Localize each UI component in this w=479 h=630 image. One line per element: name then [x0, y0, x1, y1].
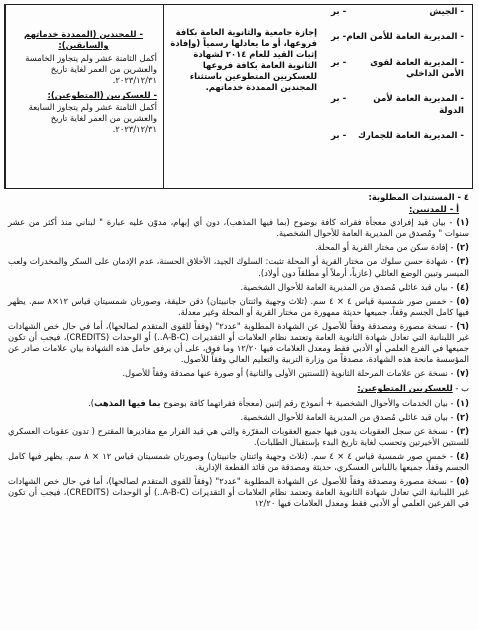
item-text: - نسخة مصورة ومصدقة وفقاً للأصول عن الشهادة المطلوبة "عدد٢" (وفقاً للقوى المتقدم لصالحها)، أما في حال خص الشهادات غير اللبنانية التي تعادل شهادة الثانوية العامة وتعتمد نظام العلامات أو التقديرات (A-B-C..) أو الوحدات (CREDITS)، فيجب أن تكون في الفرعين العلمي أو الأدبي فقط ومعدل العلامات فيها ١٢/٢٠ [8, 476, 469, 509]
list-item [8, 242, 469, 253]
list-item [8, 296, 469, 318]
directorate-mark: - بر [331, 32, 347, 43]
directorate-row [331, 94, 464, 117]
directorate-name: - المديرية العامة لقوى الأمن الداخلي [370, 57, 464, 80]
directorate-row [331, 58, 464, 81]
list-item [8, 217, 469, 239]
directorates-column [323, 5, 472, 188]
list-item [8, 398, 469, 409]
item-number: (٢) [456, 411, 469, 422]
list-item [8, 451, 469, 473]
volunteers-section-heading [8, 383, 469, 394]
section-heading: ٤ - المستندات المطلوبة: [368, 192, 469, 202]
directorate-name: - المديرية العامة للجمارك [358, 131, 464, 142]
list-item [8, 282, 469, 293]
volunteers-prefix: ب - [455, 383, 469, 394]
directorate-mark: - بر [331, 57, 347, 68]
conscripts-heading: - للمجندين (الممددة خدماتهم والسابقين): [24, 29, 143, 51]
item-number: (٤) [456, 281, 469, 292]
item-number: (٣) [456, 425, 469, 436]
item-number: (١) [456, 217, 469, 228]
volunteers-heading: - للعسكريين (المتطوعين): [47, 90, 157, 101]
directorate-row [331, 7, 464, 18]
documents-section [8, 192, 469, 512]
item-number: (٧) [456, 368, 469, 379]
directorate-row [331, 131, 464, 142]
item-text: - نسخة مصورة ومصدقة وفقاً للأصول عن الشهادة المطلوبة "عدد٢" (وفقاً للقوى المتقدم لصالحها)، أما في حال خص الشهادات غير اللبنانية التي تعادل شهادة الثانوية العامة وتعتمد نظام العلامات أو التقديرات (A-B-C..) أو الوحدات (CREDITS)، فيجب أن تكون جميعها في الفرع العلمي أو الأدبي فقط ومعدل العلامات فيها ١٢/٢٠ وما فوق، على أن يرفق حامل هذه الشهادة بيان علامات صادر عن المؤسسة مانحة هذه الشهادة، مصدقاً من وزارة التربية والتعليم العالي وفقاً للأصول. [8, 320, 469, 365]
age-column [5, 5, 163, 188]
item-text: - بيان قيد عائلي مُصدق من المديرية العامة للأحوال الشخصية. [240, 281, 454, 292]
item-text: - بيان قيد إفرادي معجأة فقراته كافة بوضوح (بما فيها المذهب)، دون أي إبهام، مدوّن عليه عبارة " لبناني منذ أكثر من عشر سنوات " ومُصدق من المديرية العامة للأحوال الشخصية. [8, 217, 469, 239]
volunteers-heading-text: للعسكريين المتطوعين: [357, 383, 453, 394]
list-item [8, 321, 469, 365]
item-text: - بيان قيد عائلي مُصدق من المديرية العامة للأحوال الشخصية. [240, 411, 454, 422]
item-number: (٤) [456, 450, 469, 461]
directorate-mark: - بر [331, 94, 347, 105]
civilians-heading: أ - للمدنيين: [408, 204, 459, 215]
item-number: (٢) [456, 242, 469, 253]
item-text: - خمس صور شمسية قياس ٤ × ٤ سم. (ثلاث وجهية واثنتان جانبيتان) وصورتان شمسيتان قياس ١٢ × ٨ سم. يظهر فيها كامل الجسم وقفاً، جميعها باللباس العسكري، حديثة ومصدقة من قائد القطعة الإدارية. [8, 450, 469, 472]
item-number: (٣) [456, 256, 469, 267]
volunteers-age-text: أكمل الثامنة عشر ولم يتجاوز السابعة والعشرين من العمر لغاية تاريخ ٢٠٢٣/١٢/٣١. [28, 101, 157, 134]
item-text: - نسخة عن علامات المرحلة الثانوية (للسنتين الأولى والثانية) أو صورة عنها مصدقة وفقاً للأصول. [122, 368, 454, 379]
qualification-column [163, 5, 323, 188]
list-item [8, 412, 469, 423]
directorate-name: - المديرية العامة للأمن العام [346, 32, 464, 43]
list-item [8, 476, 469, 509]
list-item [8, 426, 469, 448]
directorate-mark: - بر [331, 7, 347, 17]
item-text: - نسخة عن سجل العقوبات يدون فيها جميع العقوبات المقرّرة والتي هي قيد القرار مع مقاديرها المقترح ( تدون عقوبات العسكري للسنتين الأخيرتين وتحسب لغاية تاريخ البدء بإستقبال الطلبات). [8, 425, 469, 447]
list-item [8, 256, 469, 278]
item-number: (١) [456, 397, 469, 408]
qualification-text: إجازة جامعية والثانوية العامة بكافة فروعها، أو ما يعادلها رسمياً (وإفادة إثبات القيد للعام ٢٠١٤ لشهادة الثانوية العامة بكافة فروعها للعسكريين المتطوعين باستثناء المجندين الممددة خدماتهم. [170, 27, 317, 93]
item-bold-text: بما فيها المذهب [94, 397, 161, 408]
item-text: - بيان الخدمات والأحوال الشخصية + أنموذج رقم إثنين (معجأة فقراتهما كافة بوضوح [160, 397, 454, 408]
item-tail-text: ). [88, 397, 95, 408]
item-number: (٥) [456, 295, 470, 306]
item-number: (٥) [456, 476, 469, 487]
directorate-name: - الجيش [429, 7, 464, 17]
list-item [8, 368, 469, 379]
item-text: - شهادة حسن سلوك من مختار القرية أو المحلة تثبت: السلوك الجيد، الأخلاق الحسنة، عدم الإدمان على السكر والمخدرات ولعب الميسر وتبين الوضع العائلي (عازباً، أرملاً أو مطلقاً دون أولاد). [8, 256, 469, 278]
item-text: - إفادة سكن من مختار القرية أو المحلة. [315, 242, 454, 253]
directorate-name: - المديرية العامة لأمن الدولة [373, 94, 464, 116]
eligibility-table [4, 4, 473, 189]
item-number: (٦) [456, 320, 469, 331]
directorate-mark: - بر [331, 131, 347, 142]
conscripts-age-text: أكمل الثامنة عشر ولم يتجاوز الخامسة والعشرين من العمر لغاية تاريخ ٢٠٢٣/١٢/٣١. [25, 53, 157, 86]
item-text: - خمس صور شمسية قياس ٤ × ٤ سم. (ثلاث وجهية واثنتان جانبيتان) ذقن حليقة، وصورتان شمسيتان قياس ١٢×٨ سم. يظهر فيها كامل الجسم وقفاً، جميعها حديثة ممهورة من مختار القرية أو المحلة وغير معدلة. [8, 295, 469, 317]
directorate-row [331, 32, 464, 43]
